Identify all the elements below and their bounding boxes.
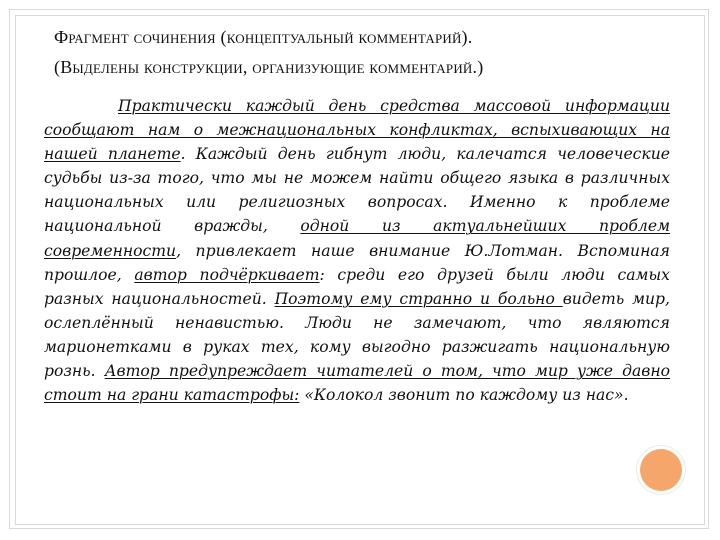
essay-paragraph [44, 94, 670, 407]
text-segment-8: видеть мир, ослеплённый ненавистью. Люди не замечают, что являются марионетками в руках тех, кому выгодно разжигать национальную рознь. [44, 289, 670, 381]
decorative-orange-dot [640, 449, 682, 491]
underlined-author-warns: Автор предупреждает читателей о том, что мир уже давно стоит на грани катастрофы: [44, 362, 670, 405]
text-segment-10: «Колокол звонит по каждому из нас» [299, 386, 624, 405]
underlined-intro: Практически каждый день средства массовой информации сообщают нам о межнациональных конфликтах, вспыхивающих на нашей планете [44, 97, 670, 164]
heading-line-2: (Выделены конструкции, организующие комментарий.) [54, 57, 484, 77]
underlined-problem-phrase: одной из актуальнейших проблем современности [44, 217, 670, 260]
text-segment-2: . Каждый день гибнут люди, калечатся человеческие судьбы из-за того, что мы не можем найти общего языка в различных национальных или религиозных вопросах. Именно к проблеме национальной вражды, [44, 145, 670, 236]
text-segment-6: : среди его друзей были люди самых разных национальностей. [44, 265, 670, 308]
underlined-therefore-phrase: Поэтому ему странно и больно [274, 289, 563, 308]
text-segment-11: . [623, 386, 629, 405]
heading-line-1: Фрагмент сочинения (концептуальный комментарий). [54, 27, 473, 47]
slide-heading [54, 22, 694, 82]
underlined-author-emphasizes: автор подчёркивает [134, 265, 320, 284]
text-segment-4: , привлекает наше внимание Ю.Лотман. Вспоминая прошлое, [44, 241, 670, 284]
